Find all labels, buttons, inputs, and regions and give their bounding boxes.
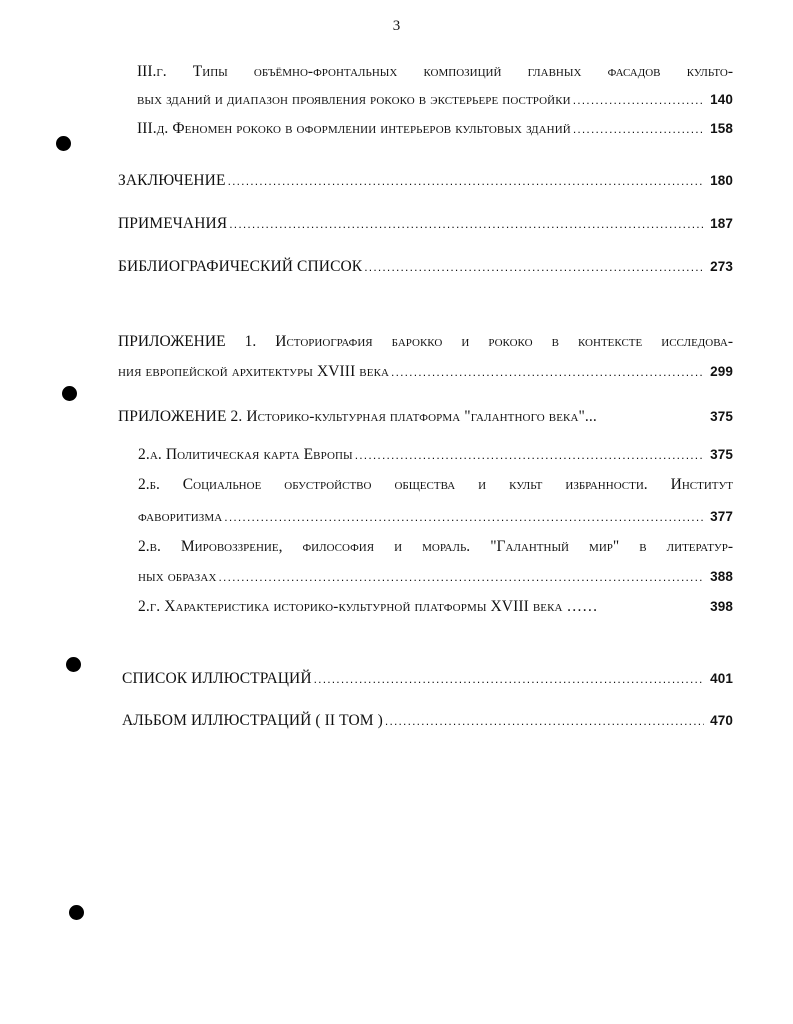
- binder-hole: [62, 386, 77, 401]
- toc-entry-line: 2.б. Социальное обустройство общества и культ избранности. Институт: [138, 476, 733, 493]
- toc-page-number: 180: [710, 173, 733, 188]
- toc-leader: [573, 122, 704, 136]
- toc-leader: [228, 174, 705, 188]
- binder-hole: [69, 905, 84, 920]
- toc-entry: [138, 508, 733, 526]
- toc-page-number: 375: [710, 447, 733, 462]
- toc-entry: [118, 172, 733, 190]
- toc-page-number: 299: [710, 364, 733, 379]
- toc-page-number: 377: [710, 509, 733, 524]
- toc-entry-line: ПРИЛОЖЕНИЕ 1. Историография барокко и рококо в контексте исследова-: [118, 333, 733, 350]
- toc-page-number: 375: [710, 409, 733, 424]
- toc-entry-title: вых зданий и диапазон проявления рококо в экстерьере постройки: [137, 91, 571, 108]
- toc-entry-title: СПИСОК ИЛЛЮСТРАЦИЙ: [122, 670, 312, 687]
- toc-entry-title: 2.а. Политическая карта Европы: [138, 446, 353, 463]
- binder-hole: [66, 657, 81, 672]
- toc-page-number: 470: [710, 713, 733, 728]
- toc-entry: [122, 712, 733, 730]
- toc-entry-title: ПРИМЕЧАНИЯ: [118, 215, 228, 232]
- toc-entry-line: 2.в. Мировоззрение, философия и мораль. "Галантный мир" в литератур-: [138, 538, 733, 555]
- toc-entry-title: III.д. Феномен рококо в оформлении интерьеров культовых зданий: [137, 120, 571, 137]
- toc-entry-title: БИБЛИОГРАФИЧЕСКИЙ СПИСОК: [118, 258, 363, 275]
- page-number: 3: [392, 18, 401, 34]
- toc-entry: [137, 91, 733, 109]
- toc-entry: [122, 670, 733, 688]
- toc-entry-title: 2.г. Характеристика историко-культурной платформы XVIII века ……: [138, 598, 598, 615]
- toc-page-number: 388: [710, 569, 733, 584]
- toc-leader: [573, 93, 704, 107]
- toc-page-number: 401: [710, 671, 733, 686]
- toc-leader: [314, 672, 705, 686]
- toc-leader: [355, 448, 704, 462]
- toc-page-number: 273: [710, 259, 733, 274]
- binder-hole: [56, 136, 71, 151]
- toc-entry-title: фаворитизма: [138, 508, 223, 525]
- toc-leader: [224, 510, 704, 524]
- toc-entry-title: АЛЬБОМ ИЛЛЮСТРАЦИЙ ( II ТОМ ): [122, 712, 383, 729]
- toc-entry: [138, 598, 733, 616]
- toc-page-number: 140: [710, 92, 733, 107]
- toc-page-number: 158: [710, 121, 733, 136]
- toc-leader: [229, 217, 704, 231]
- toc-entry: [118, 215, 733, 233]
- toc-entry: [118, 258, 733, 276]
- toc-page-number: 398: [710, 599, 733, 614]
- toc-entry: [118, 408, 733, 426]
- toc-entry-title: ЗАКЛЮЧЕНИЕ: [118, 172, 226, 189]
- toc-entry-line: III.г. Типы объёмно-фронтальных композиций главных фасадов культо-: [137, 63, 733, 80]
- toc-entry: [118, 363, 733, 381]
- toc-entry-title: ния европейской архитектуры XVIII века: [118, 363, 390, 380]
- toc-leader: [391, 365, 704, 379]
- toc-leader: [219, 570, 705, 584]
- toc-entry: [137, 120, 733, 138]
- toc-entry: [138, 446, 733, 464]
- toc-entry: [138, 568, 733, 586]
- toc-page-number: 187: [710, 216, 733, 231]
- toc-leader: [385, 714, 704, 728]
- toc-entry-title: ных образах: [138, 568, 217, 585]
- toc-entry-title: ПРИЛОЖЕНИЕ 2. Историко-культурная платформа "галантного века"...: [118, 408, 597, 425]
- toc-leader: [364, 260, 704, 274]
